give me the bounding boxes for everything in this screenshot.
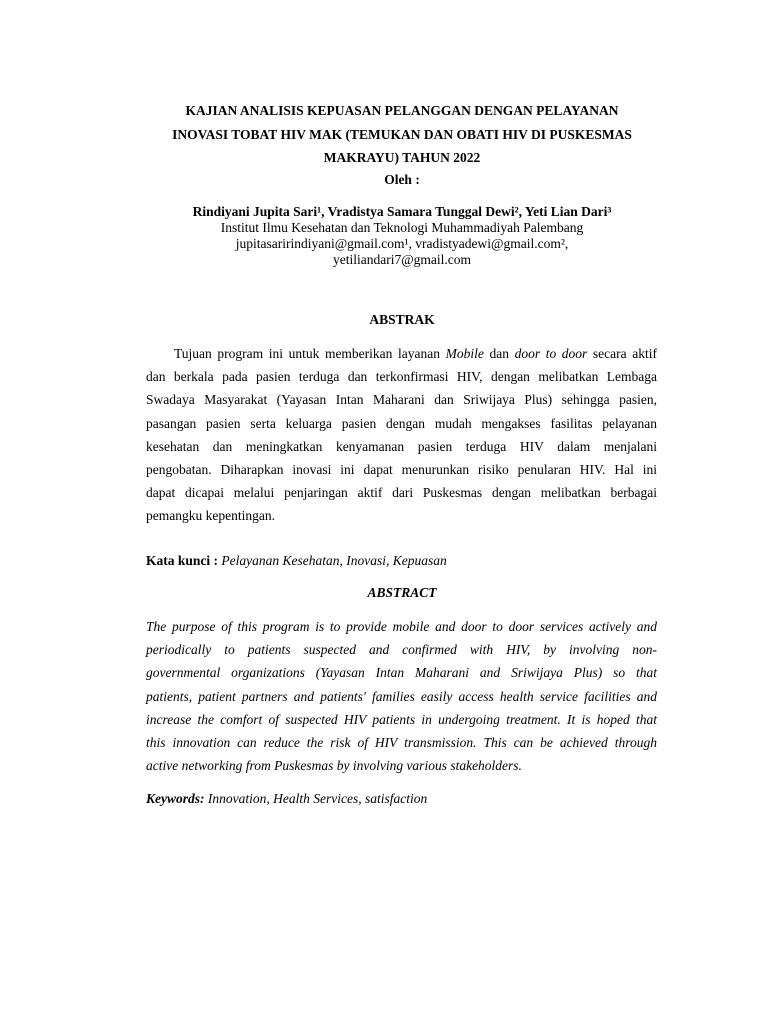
abstract-line: governmental organizations (Yayasan Intan Maharani and Sriwijaya Plus) so that bbox=[146, 665, 657, 681]
abstrak-line: pemangku kepentingan. bbox=[146, 508, 275, 524]
abstract-line: periodically to patients suspected and confirmed with HIV, by involving non- bbox=[146, 642, 657, 658]
abstract-line: active networking from Puskesmas by involving various stakeholders. bbox=[146, 758, 522, 774]
abstrak-heading: ABSTRAK bbox=[369, 312, 435, 327]
institution: Institut Ilmu Kesehatan dan Teknologi Muhammadiyah Palembang bbox=[220, 220, 584, 235]
abstrak-line: dan berkala pada pasien terduga dan terkonfirmasi HIV, dengan melibatkan Lembaga bbox=[146, 369, 657, 385]
abstrak-line: dapat dicapai melalui penjaringan aktif dari Puskesmas dengan melibatkan berbagai bbox=[146, 485, 657, 501]
abstrak-line bbox=[146, 342, 657, 365]
keywords-value: Innovation, Health Services, satisfaction bbox=[204, 791, 428, 806]
kata-kunci-value: Pelayanan Kesehatan, Inovasi, Kepuasan bbox=[218, 553, 447, 568]
author-emails: jupitasaririndiyani@gmail.com¹, vradistyadewi@gmail.com², bbox=[235, 236, 569, 251]
abstrak-text: dan bbox=[483, 346, 515, 361]
abstract-line: patients, patient partners and patients' families easily access health service facilities and bbox=[146, 688, 657, 704]
abstract-heading: ABSTRACT bbox=[367, 585, 437, 600]
author-list: Rindiyani Jupita Sari¹, Vradistya Samara Tunggal Dewi², Yeti Lian Dari³ bbox=[192, 204, 612, 219]
author-emails: yetiliandari7@gmail.com bbox=[332, 252, 472, 267]
paper-title bbox=[140, 99, 664, 170]
oleh-label: Oleh : bbox=[384, 172, 420, 187]
abstrak-line: Swadaya Masyarakat (Yayasan Intan Maharani dan Sriwijaya Plus) sehingga pasien, bbox=[146, 392, 657, 408]
abstrak-body bbox=[146, 342, 657, 528]
abstrak-line: pasangan pasien serta keluarga pasien dengan mudah mengakses fasilitas pelayanan bbox=[146, 415, 657, 431]
title-line: KAJIAN ANALISIS KEPUASAN PELANGGAN DENGAN PELAYANAN bbox=[185, 103, 619, 118]
kata-kunci bbox=[146, 552, 657, 570]
abstrak-text-italic: Mobile bbox=[445, 346, 484, 361]
abstrak-text: Tujuan program ini untuk memberikan layanan bbox=[174, 346, 446, 361]
abstrak-text: secara aktif bbox=[587, 346, 657, 361]
abstract-line: The purpose of this program is to provide mobile and door to door services actively and bbox=[146, 619, 657, 634]
abstract-body bbox=[146, 615, 657, 777]
abstract-line: this innovation can reduce the risk of HIV transmission. This can be achieved through bbox=[146, 734, 657, 750]
abstrak-line: kesehatan dan meningkatkan kenyamanan pasien terduga HIV dalam menjalani bbox=[146, 438, 657, 454]
abstract-line: increase the comfort of suspected HIV patients in undergoing treatment. It is hoped that bbox=[146, 711, 657, 727]
title-line: MAKRAYU) TAHUN 2022 bbox=[323, 150, 481, 165]
keywords-label: Keywords: bbox=[146, 791, 205, 806]
kata-kunci-label: Kata kunci : bbox=[146, 553, 219, 568]
title-line: INOVASI TOBAT HIV MAK (TEMUKAN DAN OBATI HIV DI PUSKESMAS bbox=[172, 126, 632, 142]
abstrak-text-italic: door to door bbox=[514, 346, 588, 361]
abstrak-line: pengobatan. Diharapkan inovasi ini dapat menurunkan risiko penularan HIV. Hal ini bbox=[146, 461, 657, 477]
affiliation-block bbox=[140, 220, 664, 268]
keywords bbox=[146, 790, 657, 808]
